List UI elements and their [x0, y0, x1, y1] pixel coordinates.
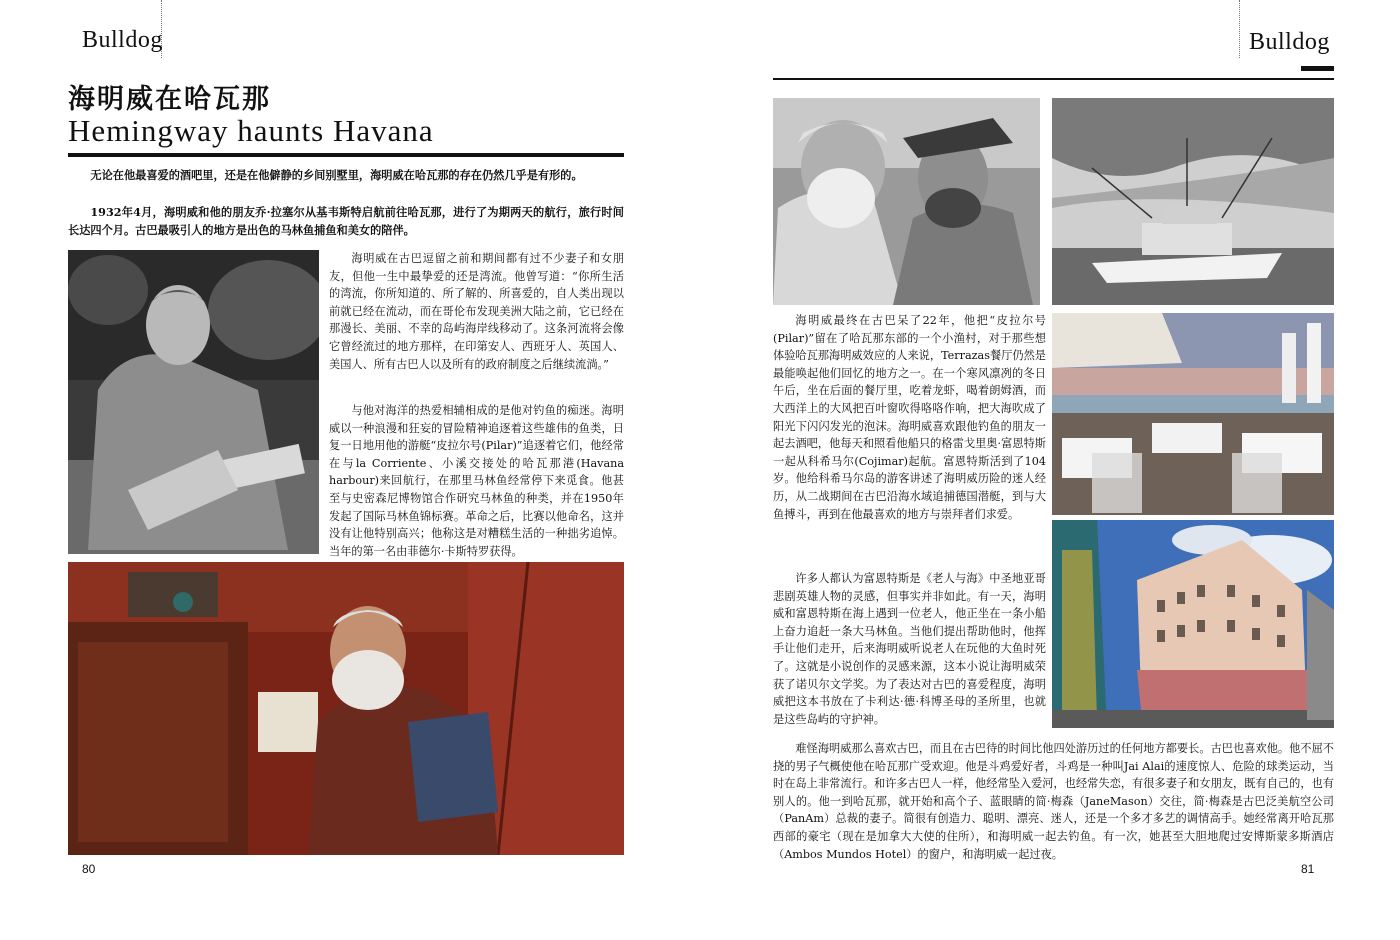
photo-hemingway-reading [68, 250, 319, 554]
article-lead: 无论在他最喜爱的酒吧里，还是在他僻静的乡间别墅里，海明威在哈瓦那的存在仍然几乎是有形的。 [90, 168, 583, 182]
right-header-rule-thick [1301, 66, 1334, 71]
right-paragraph-1: 海明威最终在古巴呆了22年，他把“皮拉尔号(Pilar)”留在了哈瓦那东部的一个小渔村，对于那些想体验哈瓦那海明威效应的人来说，Terrazas餐厅仍然是最能唤起他们回忆的地方之一。在一个寒风凛冽的冬日午后，坐在后面的餐厅里，吃着龙虾，喝着朗姆酒，而大西洋上的大风把百叶窗吹得咯咯作响，把大海吹成了阳光下闪闪发光的泡沫。海明威喜欢跟他钓鱼的朋友一起去酒吧，他每天和照看他船只的格雷戈里奥·富恩特斯一起从科希马尔(Cojimar)起航。富恩特斯活到了104岁。他给科希马尔岛的游客讲述了海明威历险的迷人经历，从二战期间在古巴沿海水域追捕德国潜艇，到与大鱼搏斗，再到在他最喜欢的地方与崇拜者们求爱。 [773, 314, 1046, 521]
left-page-number: 80 [82, 862, 96, 876]
title-rule [68, 153, 624, 157]
left-paragraph-2: 与他对海洋的热爱相辅相成的是他对钓鱼的痴迷。海明威以一种浪漫和狂妄的冒险精神追逐着这些雄伟的鱼类，日复一日地用他的游艇“皮拉尔号(Pilar)”追逐着它们，他经常在与la Corriente、小溪交接处的哈瓦那港(Havana harbour)来回航行，在那里马林鱼经常停下来觅食。他甚至与史密森尼博物馆合作研究马林鱼的种类，并在1950年发起了国际马林鱼锦标赛。革命之后，比赛以他命名，这并没有让他特别高兴；他称这是对糟糕生活的一种拙劣追悼。当年的第一名由菲德尔·卡斯特罗获得。 [329, 404, 624, 558]
photo-hemingway-castro [773, 98, 1040, 305]
photo-hemingway-cabin [68, 562, 624, 855]
right-page-number: 81 [1301, 862, 1315, 876]
left-brand-label: Bulldog [82, 27, 163, 53]
right-header-divider [1239, 0, 1240, 58]
article-intro: 1932年4月，海明威和他的朋友乔·拉塞尔从基韦斯特启航前往哈瓦那，进行了为期两天的航行，旅行时间长达四个月。古巴最吸引人的地方是出色的马林鱼捕鱼和美女的陪伴。 [68, 205, 624, 237]
right-header-rule [773, 78, 1334, 80]
article-title-english: Hemingway haunts Havana [68, 113, 434, 148]
photo-terrazas-terrace [1052, 313, 1334, 515]
right-paragraph-3: 难怪海明威那么喜欢古巴，而且在古巴待的时间比他四处游历过的任何地方都要长。古巴也喜欢他。他不屈不挠的男子气概使他在哈瓦那广受欢迎。他是斗鸡爱好者，斗鸡是一种叫Jai Alai的速度惊人、危险的球类运动，当时在岛上非常流行。和许多古巴人一样，他经常坠入爱河，也经常失恋，有很多妻子和女朋友，既有自己的，也有别人的。他一到哈瓦那，就开始和高个子、蓝眼睛的简·梅森（JaneMason）交往，简·梅森是古巴泛美航空公司（PanAm）总裁的妻子。简很有创造力、聪明、漂亮、迷人，还是一个多才多艺的调情高手。她经常离开哈瓦那西部的豪宅（现在是加拿大大使的住所），和海明威一起去钓鱼。有一次，她甚至大胆地爬过安博斯蒙多斯酒店（Ambos Mundos Hotel）的窗户，和海明威一起过夜。 [773, 742, 1334, 861]
left-paragraph-1: 海明威在古巴逗留之前和期间都有过不少妻子和女朋友，但他一生中最挚爱的还是湾流。他曾写道：“你所生活的湾流，你所知道的、所了解的、所喜爱的，自人类出现以前就已经在流动，而在哥伦布发现美洲大陆之前，它已经在那漫长、美丽、不幸的岛屿海岸线移动了。这条河流将会像它曾经流过的地方那样，在印第安人、西班牙人、英国人、美国人、所有古巴人以及所有的政府制度之后继续流淌。” [329, 252, 624, 371]
right-brand-label: Bulldog [1249, 29, 1330, 55]
photo-ambos-mundos-hotel [1052, 520, 1334, 728]
right-paragraph-2: 许多人都认为富恩特斯是《老人与海》中圣地亚哥悲剧英雄人物的灵感，但事实并非如此。有一天，海明威和富恩特斯在海上遇到一位老人，他正坐在一条小船上奋力追赶一条大马林鱼。当他们提出帮助他时，他挥手让他们走开，后来海明威听说老人在玩他的大鱼时死了。这就是小说创作的灵感来源，这本小说让海明威荣获了诺贝尔文学奖。为了表达对古巴的喜爱程度，海明威把这本书放在了卡利达·德·科博圣母的圣所里，也就是这些岛屿的守护神。 [773, 572, 1046, 726]
photo-fishing-boat [1052, 98, 1334, 305]
article-title-chinese: 海明威在哈瓦那 [68, 84, 271, 115]
